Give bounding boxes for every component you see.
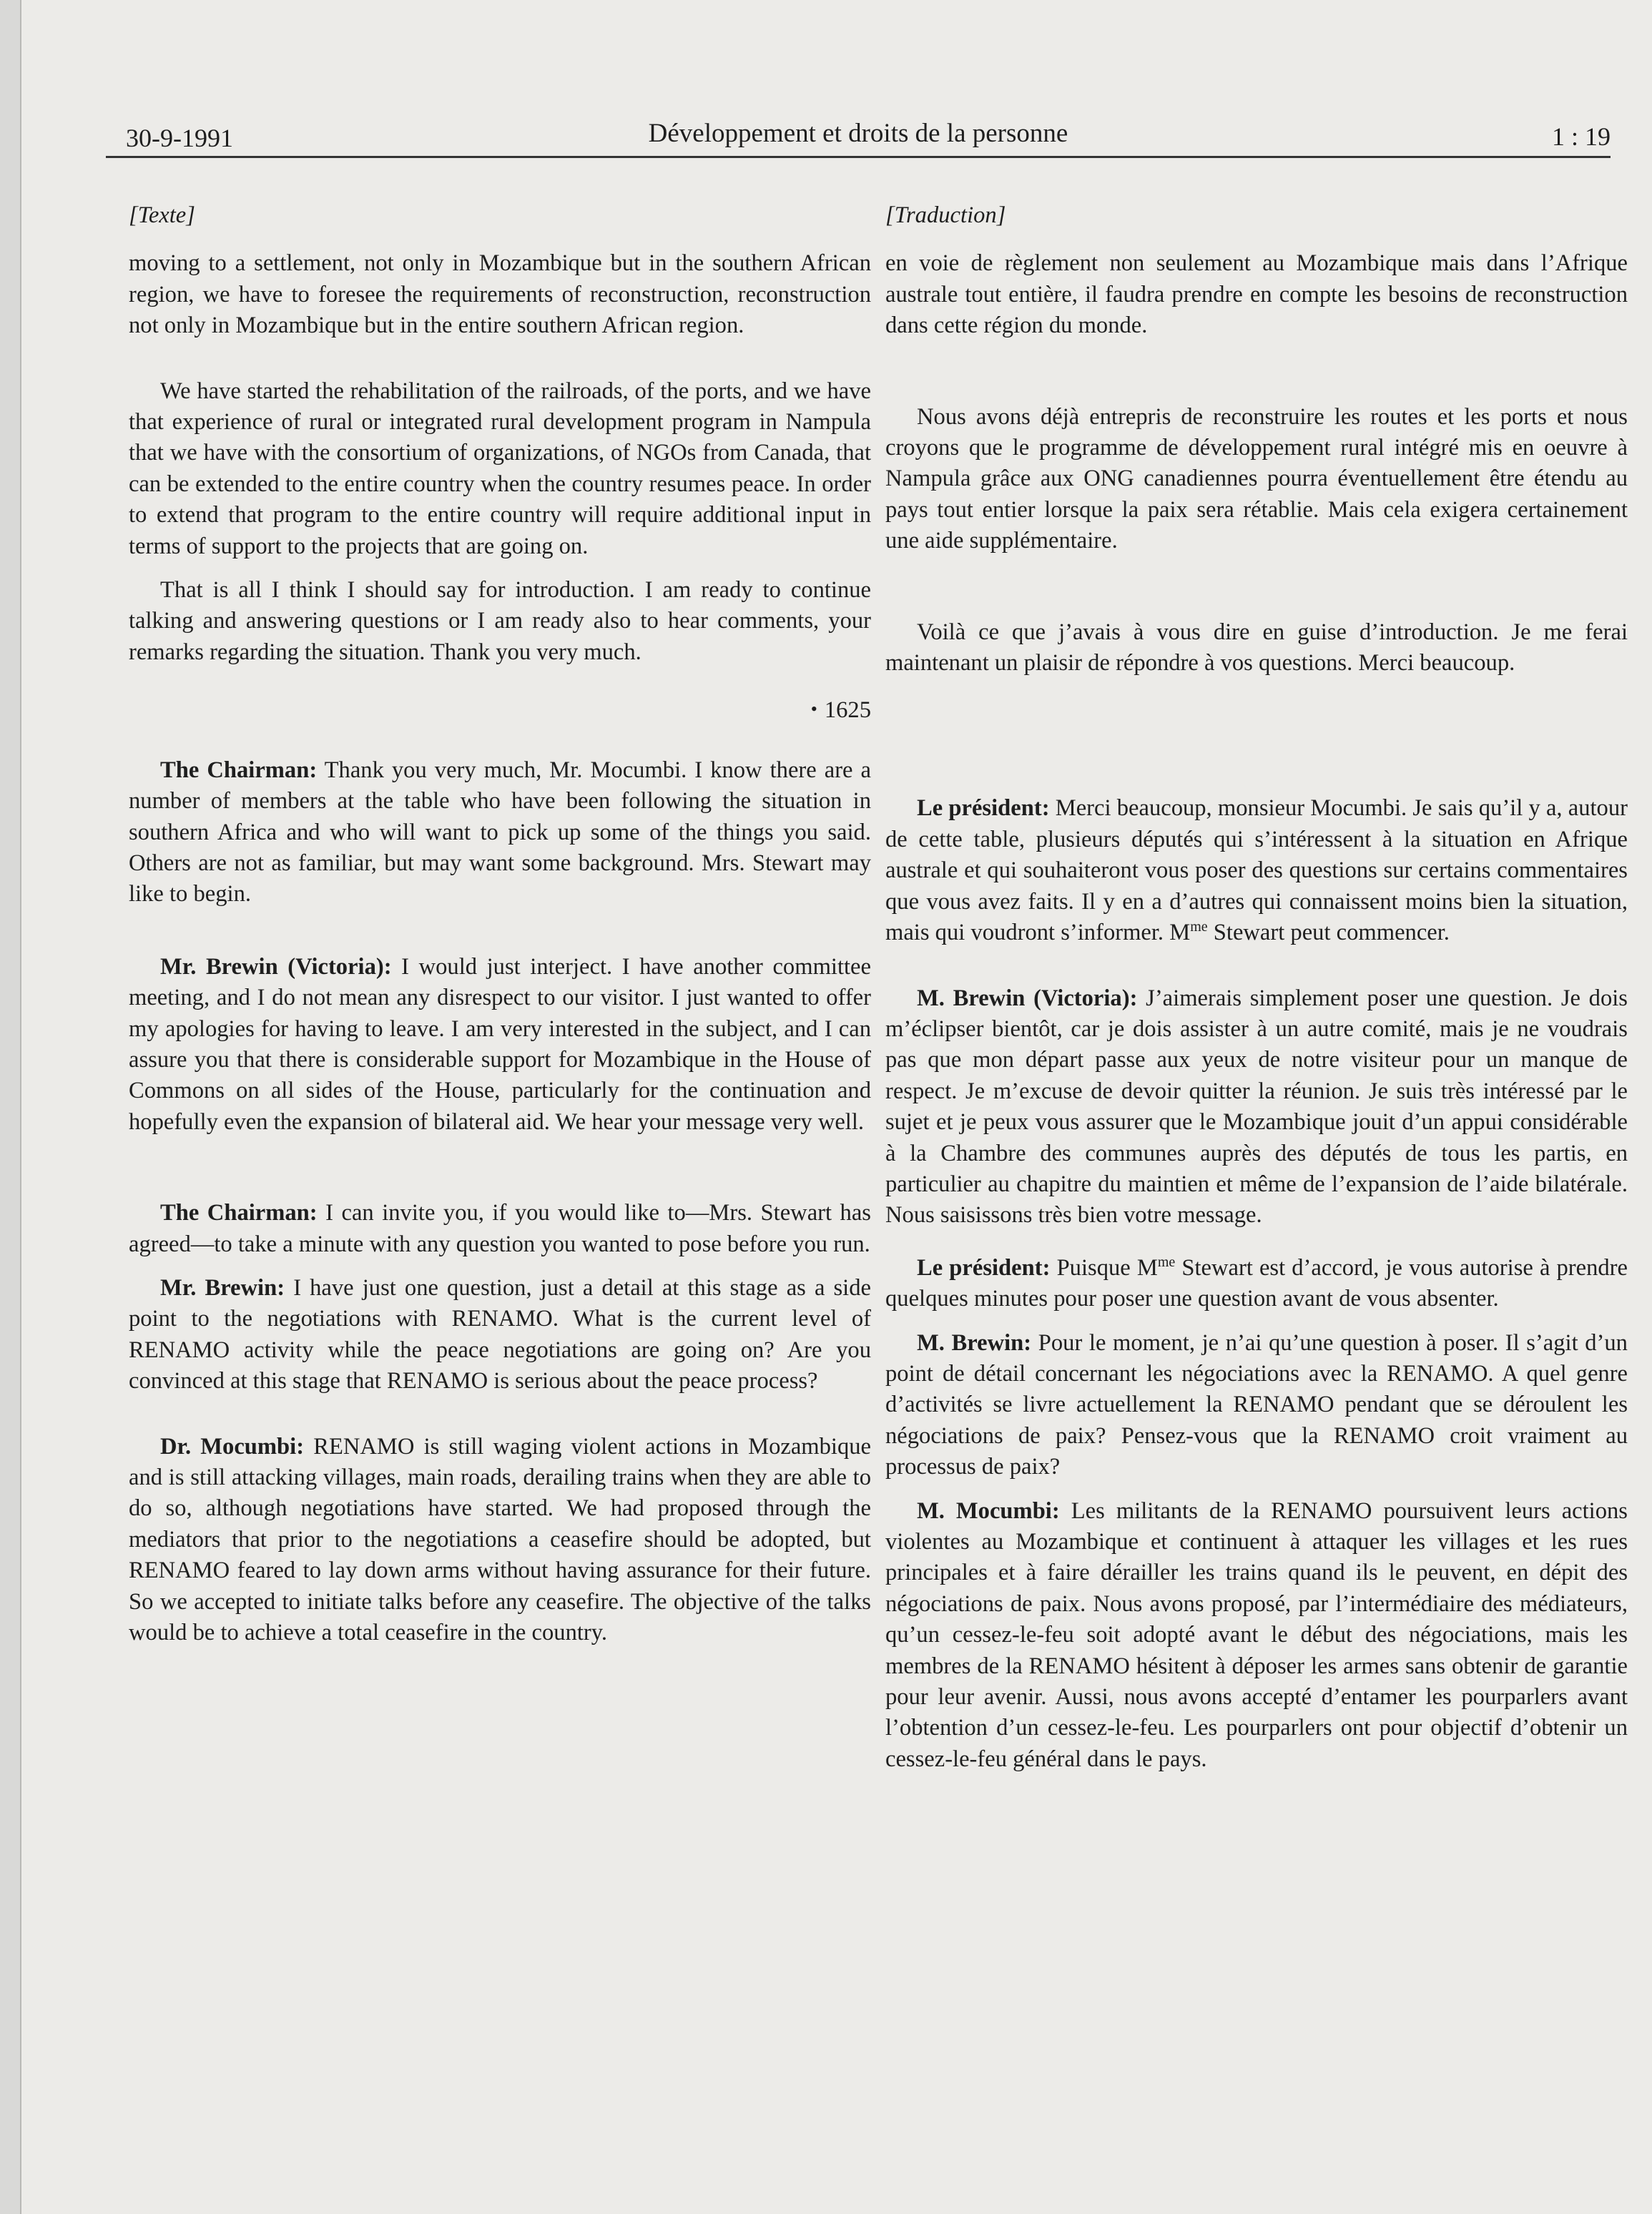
speech-text-end: Stewart peut commencer.	[1207, 920, 1450, 946]
header-page-number: 1 : 19	[1551, 122, 1611, 151]
superscript-me: me	[1157, 1254, 1176, 1270]
speaker-name: M. Brewin (Victoria):	[917, 985, 1138, 1011]
paragraph-3: That is all I think I should say for introduction. I am ready to continue talking and answering questions or I am ready also to hear comments, your remarks regarding the situation. Thank you very much.	[129, 577, 871, 665]
page	[20, 0, 1652, 2214]
paragraph-3: Voilà ce que j’avais à vous dire en guise d’introduction. Je me ferai maintenant un plaisir de répondre à vos questions. Merci beaucoup.	[885, 619, 1628, 676]
speech-text-end: Stewart est d’accord, je vous autorise à prendre quelques minutes pour poser une question avant de vous absenter.	[885, 1254, 1628, 1312]
paragraph-chairman-2	[129, 1198, 871, 1260]
column-french	[885, 200, 1628, 1788]
paragraph-1: en voie de règlement non seulement au Mozambique mais dans l’Afrique australe tout entière, il faudra prendre en compte les besoins de reconstruction dans cette région du monde.	[885, 250, 1628, 339]
speech-text: I would just interject. I have another committee meeting, and I do not mean any disrespect to our visitor. I just wanted to offer my apologies for having to leave. I am very interested in the subject, and I can assure you that there is considerable support for Mozambique in the House of Commons on all sides of the House, particularly for the continuation and hopefully even the expansion of bilateral aid. We hear your message very well.	[129, 953, 871, 1135]
paragraph-brewin-1	[885, 983, 1628, 1231]
speech-text: I have just one question, just a detail at this stage as a side point to the negotiations with RENAMO. What is the current level of RENAMO activity while the peace negotiations are going on? Are you convinced at this stage that RENAMO is serious about the peace process?	[129, 1274, 871, 1394]
column-english	[129, 200, 871, 1661]
header-title: Développement et droits de la personne	[648, 119, 1068, 148]
column-label-texte: [Texte]	[129, 202, 195, 228]
time-marker	[129, 694, 871, 726]
paragraph-1: moving to a settlement, not only in Mozambique but in the southern African region, we have to foresee the requirements of reconstruction, reconstruction not only in Mozambique but in the entire southern African region.	[129, 250, 871, 339]
column-label-text: Traduction	[894, 202, 997, 228]
superscript-me: me	[1190, 919, 1208, 935]
running-header	[106, 114, 1611, 158]
paragraph-president-2	[885, 1253, 1628, 1315]
speaker-name: Dr. Mocumbi:	[160, 1433, 305, 1460]
speaker-name: Le président:	[917, 795, 1050, 822]
paragraph-brewin-1	[129, 952, 871, 1138]
speech-text: Les militants de la RENAMO poursuivent leurs actions violentes au Mozambique et continuent à attaquer les villages et les rues principales et à faire dérailler les trains quand ils le peuvent, en dépit des négociations de paix. Nous avons proposé, par l’intermédiaire des médiateurs, qu’un cessez-le-feu soit adopté avant le début des négociations, mais les membres de la RENAMO hésitent à déposer les armes sans obtenir de garantie pour leur avenir. Aussi, nous avons accepté d’entamer les pourparlers avant l’obtention d’un cessez-le-feu. Les pourparlers ont pour objectif d’obtenir un cessez-le-feu général dans le pays.	[885, 1497, 1628, 1772]
paragraph-mocumbi	[885, 1496, 1628, 1776]
paragraph-brewin-2	[885, 1328, 1628, 1483]
paragraph-president-1	[885, 793, 1628, 948]
paragraph-2: Nous avons déjà entrepris de reconstruire les routes et les ports et nous croyons que le programme de développement rural intégré mis en oeuvre à Nampula grâce aux ONG canadiennes pourra éventuellement être étendu au pays tout entier lorsque la paix sera rétablie. Mais cela exigera certainement une aide supplémentaire.	[885, 403, 1628, 554]
speech-text: RENAMO is still waging violent actions in Mozambique and is still attacking villages, main roads, derailing trains when they are able to do so, although negotiations have started. We had proposed through the mediators that prior to the negotiations a ceasefire should be adopted, but RENAMO feared to lay down arms without having assurance for their future. So we accepted to initiate talks before any ceasefire. The objective of the talks would be to achieve a total ceasefire in the country.	[129, 1433, 871, 1646]
speaker-name: Le président:	[917, 1254, 1051, 1281]
speech-text: J’aimerais simplement poser une question. Je dois m’éclipser bientôt, car je dois assister à un autre comité, mais je ne voudrais pas que mon départ passe aux yeux de notre visiteur pour un manque de respect. Je m’excuse de devoir quitter la réunion. Je suis très intéressé par le sujet et je peux vous assurer que le Mozambique jouit d’un appui considérable à la Chambre des communes auprès des députés de tous les partis, en particulier au chapitre du maintien et même de l’expansion de l’aide bilatérale. Nous saisissons très bien votre message.	[885, 985, 1628, 1229]
paragraph-2: We have started the rehabilitation of the railroads, of the ports, and we have that experience of rural or integrated rural development program in Nampula that we have with the consortium of organizations, of NGOs from Canada, that can be extended to the entire country when the country resumes peace. In order to extend that program to the entire country will require additional input in terms of support to the projects that are going on.	[129, 378, 871, 559]
speaker-name: M. Mocumbi:	[917, 1497, 1060, 1524]
column-label-text: Texte	[137, 202, 187, 228]
paragraph-brewin-2	[129, 1273, 871, 1397]
header-date: 30-9-1991	[126, 124, 233, 152]
speech-text: Pour le moment, je n’ai qu’une question à poser. Il s’agit d’un point de détail concernant les négociations avec la RENAMO. A quel genre d’activités se livre actuellement la RENAMO pendant que se déroulent les négociations de paix? Pensez-vous que la RENAMO croit vraiment au processus de paix?	[885, 1329, 1628, 1480]
speech-text: Merci beaucoup, monsieur Mocumbi. Je sais qu’il y a, autour de cette table, plusieurs députés qui s’intéressent à la situation en Afrique australe et qui souhaiteront vous poser des questions sur certains commentaires que vous avez faits. Il y en a d’autres qui connaissent moins bien la situation, mais qui voudront s’informer. M	[885, 795, 1628, 946]
speaker-name: Mr. Brewin:	[160, 1274, 285, 1301]
speaker-name: The Chairman:	[160, 757, 318, 783]
bullet-icon: •	[810, 699, 817, 720]
speaker-name: M. Brewin:	[917, 1329, 1032, 1356]
column-label-traduction: [Traduction]	[885, 202, 1006, 228]
paragraph-mocumbi	[129, 1432, 871, 1649]
speech-text: Puisque M	[1056, 1254, 1158, 1281]
speaker-name: The Chairman:	[160, 1200, 318, 1226]
speech-text: Thank you very much, Mr. Mocumbi. I know there are a number of members at the table who have been following the situation in southern Africa and who will want to pick up some of the things you said. Others are not as familiar, but may want some background. Mrs. Stewart may like to begin.	[129, 757, 872, 907]
speech-text: I can invite you, if you would like to—Mrs. Stewart has agreed—to take a minute with any question you wanted to pose before you run.	[129, 1200, 871, 1257]
paragraph-chairman-1	[129, 755, 871, 910]
speaker-name: Mr. Brewin (Victoria):	[160, 953, 392, 980]
time-value: 1625	[824, 697, 871, 724]
